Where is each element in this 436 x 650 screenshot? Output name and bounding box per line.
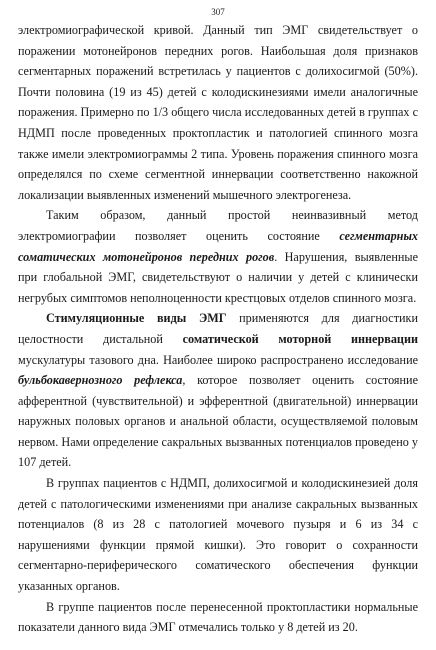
text-run: В группах пациентов с НДМП, долихосигмой и колодискинезией доля детей с патологическими изменениями при анализе сакральных вызванных потенциалов (8 из 28 с патологией мочевого пузыря и 6 из 34 с нарушениями функции прямой кишки). Это говорит о сохранности сегментарно-периферического соматического обеспечения функции указанных органов. bbox=[18, 476, 418, 594]
text-run: применяются для диагностики целостности дистальной bbox=[18, 311, 418, 346]
text-run: В группе пациентов после перенесенной проктопластики нормальные показатели данного вида ЭМГ отмечались только у 8 детей из 20. bbox=[18, 599, 418, 635]
paragraph bbox=[18, 308, 418, 473]
paragraph bbox=[18, 597, 418, 638]
page-number: 307 bbox=[211, 7, 225, 17]
emphasis-bold-italic: сегментарных соматических мотонейронов передних рогов bbox=[18, 228, 418, 264]
text-run: . Нарушения, выявленные при глобальной ЭМГ, свидетельствуют о наличии у детей с клинически негрубых симптомов неполноценности крестцовых отделов спинного мозга. bbox=[18, 249, 418, 305]
emphasis-bold: соматической моторной иннервации bbox=[182, 331, 418, 346]
text-run: Таким образом, данный простой неинвазивный метод электромиографии позволяет оценить состояние bbox=[18, 208, 418, 243]
text-run: , которое позволяет оценить состояние афферентной (чувствительной) и эфферентной (двигательной) иннервации наружных половых органов и анальной области, осуществляемой половым нервом. Нами определение сакральных вызванных потенциалов проведено у 107 детей. bbox=[18, 373, 418, 470]
body-text bbox=[18, 20, 418, 638]
text-run: электромиографической кривой. Данный тип ЭМГ свидетельствует о поражении мотонейронов передних рогов. Наибольшая доля признаков сегментарных поражений встретилась у пациентов с долихосигмой (50%). Почти половина (19 из 45) детей с колодискинезиями имели аналогичные поражения. Примерно по 1/3 общего числа исследованных детей в группах с НДМП после проведенных проктопластик и патологией спинного мозга также имели электромиограммы 2 типа. Уровень поражения спинного мозга определялся по схеме сегментной иннервации соответственно накожной локализации выявленных изменений мышечного электрогенеза. bbox=[18, 23, 418, 202]
emphasis-bold-italic: бульбокавернозного рефлекса bbox=[18, 373, 183, 388]
paragraph bbox=[18, 20, 418, 205]
paragraph bbox=[18, 473, 418, 597]
emphasis-bold: Стимуляционные виды ЭМГ bbox=[46, 311, 227, 326]
paragraph bbox=[18, 205, 418, 308]
text-run: мускулатуры тазового дна. Наиболее широко распространено исследование bbox=[18, 352, 418, 367]
